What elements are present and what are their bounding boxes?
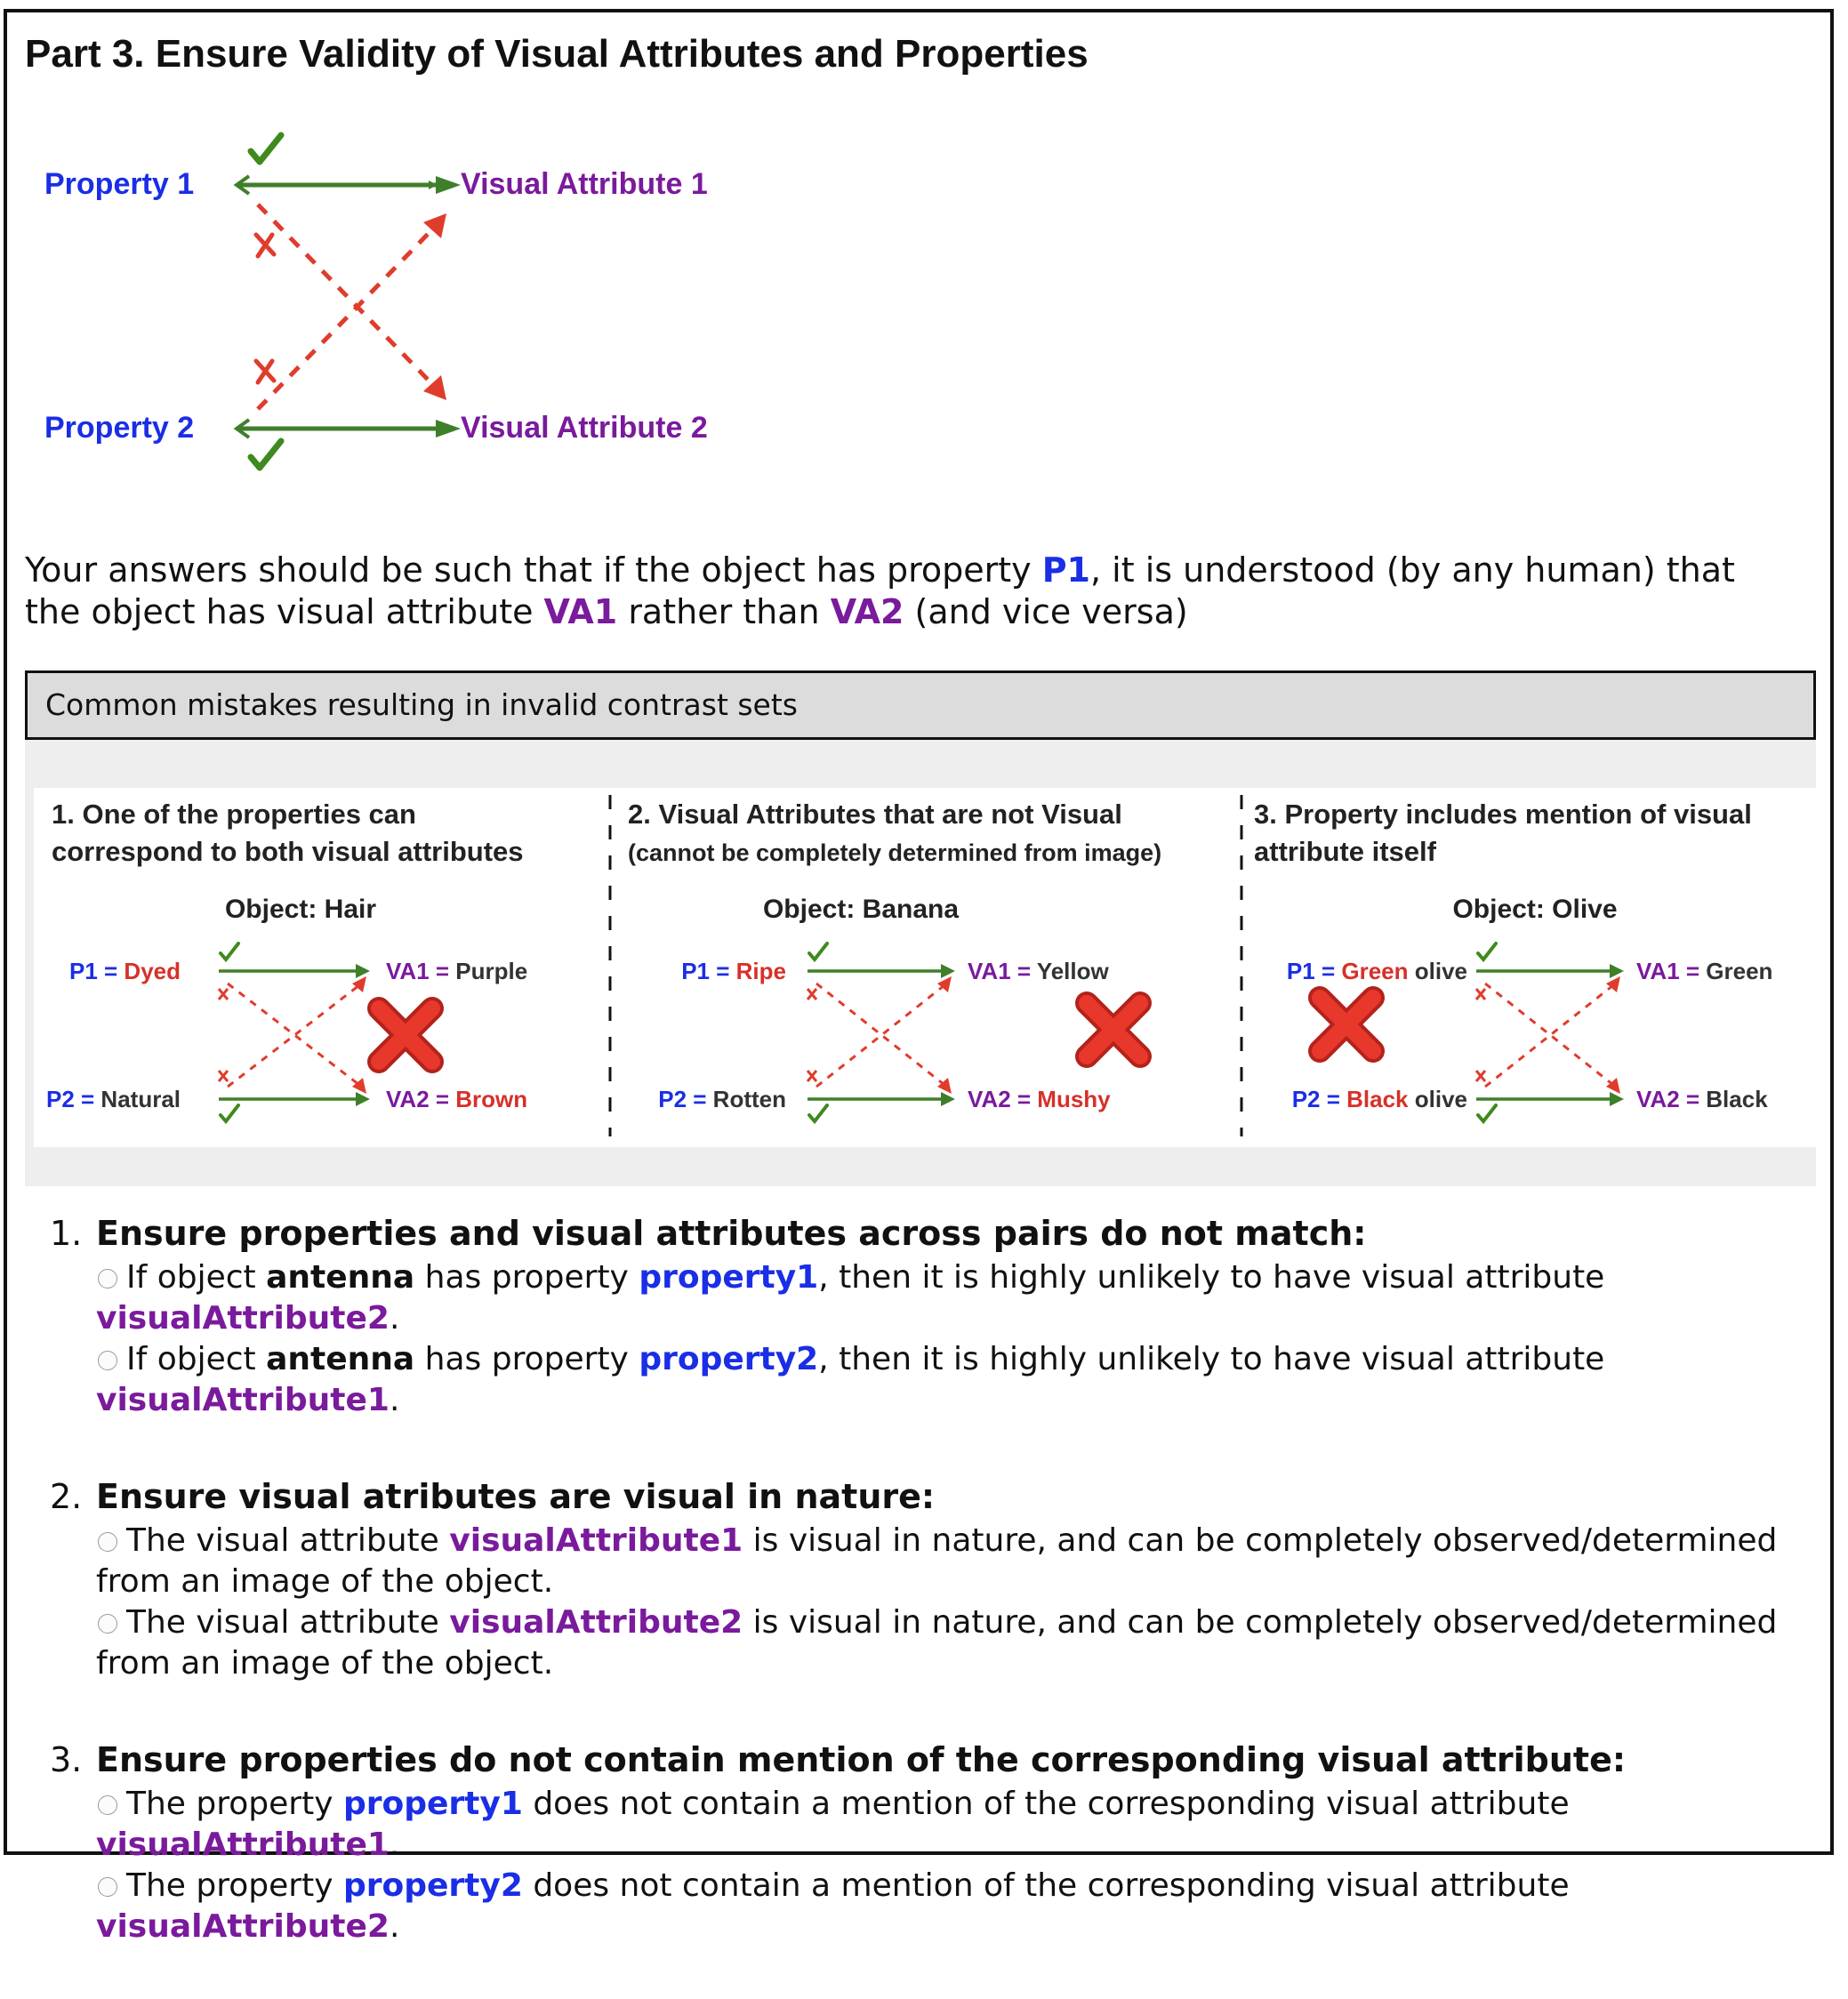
check-section-1 (50, 1209, 1793, 1421)
example-arrow-p1-va2 (1485, 983, 1613, 1085)
property-name: property2 (342, 1867, 523, 1904)
example-arrow-p2-va1 (816, 985, 944, 1087)
cross-icon (256, 361, 274, 382)
section-heading-text: Ensure properties do not contain mention of the corresponding visual attribute: (96, 1740, 1627, 1779)
item-text: . (389, 1826, 400, 1863)
intro-paragraph (25, 550, 1795, 633)
example-heading: (cannot be completely determined from image) (628, 839, 1162, 866)
cross-icon (256, 235, 274, 256)
property-name: property1 (342, 1786, 523, 1822)
item-text: . (389, 1300, 400, 1337)
intro-text: (and vice versa) (904, 592, 1188, 631)
item-text: The property (126, 1786, 343, 1822)
item-text: If object (126, 1259, 267, 1296)
property-name: property1 (639, 1259, 819, 1296)
big-cross-icon (1087, 1003, 1140, 1056)
visual-attribute-name: visualAttribute1 (96, 1826, 390, 1863)
section-number: 1. (50, 1214, 83, 1253)
big-cross-icon (1320, 998, 1373, 1051)
visual-attribute-name: visualAttribute2 (96, 1300, 390, 1337)
item-text: If object (126, 1341, 267, 1377)
example-arrow-p1-va2 (816, 983, 944, 1085)
radio-button[interactable] (98, 1614, 117, 1634)
example-arrowhead (1610, 1092, 1624, 1106)
visual-attribute1-label: Visual Attribute 1 (461, 167, 708, 201)
example-arrowhead (356, 1092, 370, 1106)
check-item[interactable] (50, 1784, 1793, 1866)
arrow-p2-va1 (258, 226, 436, 409)
intro-text: , it is understood (by any human) that the object has visual attribute (25, 550, 1735, 631)
item-text: is visual in nature, and can be completely observed/determined from an image of the object. (96, 1522, 1778, 1600)
intro-text: rather than (617, 592, 831, 631)
check-item[interactable] (50, 1257, 1793, 1339)
example-heading: correspond to both visual attributes (52, 836, 524, 867)
example-p2: P2 = Black olive (1291, 1086, 1467, 1112)
section-heading-text: Ensure visual atributes are visual in nature: (96, 1477, 936, 1516)
check-section-3 (50, 1736, 1793, 1947)
example-p2: P2 = Rotten (658, 1086, 786, 1112)
arrowhead-p2-va2 (436, 420, 461, 438)
property2-label: Property 2 (44, 411, 195, 445)
cross-icon (807, 1071, 816, 1081)
example-va1: VA1 = Yellow (968, 958, 1109, 984)
item-text: . (389, 1382, 400, 1418)
intro-va2: VA2 (830, 592, 904, 631)
example-heading: 1. One of the properties can (52, 799, 416, 830)
example-arrowhead (941, 1092, 955, 1106)
example-va1: VA1 = Green (1636, 958, 1773, 984)
examples-figure (34, 788, 1816, 1147)
check-icon (251, 441, 281, 468)
section-heading-text: Ensure properties and visual attributes across pairs do not match: (96, 1214, 1367, 1253)
radio-button[interactable] (98, 1877, 117, 1897)
item-text: , then it is highly unlikely to have visual attribute (818, 1341, 1605, 1377)
check-section-2 (50, 1473, 1793, 1684)
visual-attribute2-label: Visual Attribute 2 (461, 411, 708, 445)
visual-attribute-name: visualAttribute2 (449, 1604, 743, 1641)
example-object: Object: Banana (762, 895, 960, 924)
check-item[interactable] (50, 1866, 1793, 1947)
example-arrowhead (937, 976, 952, 992)
cross-icon (219, 1071, 228, 1081)
example-p1: P1 = Dyed (68, 958, 181, 984)
example-arrowhead (1610, 964, 1624, 978)
item-text: does not contain a mention of the corresponding visual attribute (522, 1867, 1570, 1904)
cross-icon (1476, 989, 1485, 1000)
item-text: does not contain a mention of the corresponding visual attribute (522, 1786, 1570, 1822)
page-title: Part 3. Ensure Validity of Visual Attributes and Properties (25, 32, 1089, 76)
visual-attribute-name: visualAttribute1 (449, 1522, 743, 1559)
example-va2: VA2 = Mushy (968, 1086, 1111, 1112)
item-text: is visual in nature, and can be completely observed/determined from an image of the object. (96, 1604, 1778, 1682)
visual-attribute-name: visualAttribute1 (96, 1382, 390, 1418)
arrowhead-p1-va1 (436, 176, 461, 194)
check-icon (1478, 1105, 1496, 1121)
example-arrow-p2-va1 (1485, 985, 1613, 1087)
example-heading: 2. Visual Attributes that are not Visual (628, 799, 1122, 830)
example-heading: attribute itself (1254, 836, 1436, 867)
item-text: The visual attribute (126, 1604, 450, 1641)
section-number: 3. (50, 1740, 83, 1779)
check-icon (221, 1105, 238, 1121)
cross-icon (807, 989, 816, 1000)
example-arrowhead (937, 1078, 952, 1094)
check-icon (1478, 943, 1496, 959)
check-section-heading (50, 1473, 1793, 1521)
item-text: The property (126, 1867, 343, 1904)
cross-icon (1476, 1071, 1485, 1081)
main-diagram (36, 124, 765, 480)
example-va1: VA1 = Purple (386, 958, 528, 984)
example-arrowhead (941, 964, 955, 978)
object-name: antenna (266, 1259, 415, 1296)
example-p2: P2 = Natural (45, 1086, 181, 1112)
example-p1: P1 = Green olive (1286, 958, 1467, 984)
item-text: has property (414, 1341, 639, 1377)
example-p1: P1 = Ripe (681, 958, 786, 984)
example-arrow-p2-va1 (228, 985, 359, 1087)
big-cross-icon (379, 1008, 432, 1062)
example-arrowhead (1606, 976, 1620, 992)
cross-icon (219, 989, 228, 1000)
object-name: antenna (266, 1341, 415, 1377)
example-arrowhead (356, 964, 370, 978)
check-section-heading (50, 1736, 1793, 1784)
example-va2: VA2 = Brown (386, 1086, 528, 1112)
check-item[interactable] (50, 1521, 1793, 1602)
example-va2: VA2 = Black (1636, 1086, 1768, 1112)
item-text: has property (414, 1259, 639, 1296)
example-object: Object: Olive (1452, 895, 1618, 924)
property-name: property2 (639, 1341, 819, 1377)
check-icon (251, 135, 281, 162)
example-arrow-p1-va2 (228, 983, 359, 1085)
arrow-p1-va2 (258, 205, 436, 388)
example-arrowhead (1606, 1078, 1620, 1094)
check-item[interactable] (50, 1602, 1793, 1684)
intro-va1: VA1 (543, 592, 618, 631)
radio-button[interactable] (98, 1269, 117, 1289)
property1-label: Property 1 (44, 167, 195, 201)
radio-button[interactable] (98, 1351, 117, 1370)
check-icon (809, 1105, 827, 1121)
item-text: The visual attribute (126, 1522, 450, 1559)
check-icon (809, 943, 827, 959)
item-text: . (389, 1908, 400, 1945)
check-item[interactable] (50, 1339, 1793, 1421)
radio-button[interactable] (98, 1532, 117, 1552)
item-text: , then it is highly unlikely to have visual attribute (818, 1259, 1605, 1296)
check-section-heading (50, 1209, 1793, 1257)
intro-p1: P1 (1041, 550, 1090, 590)
example-heading: 3. Property includes mention of visual (1254, 799, 1752, 830)
visual-attribute-name: visualAttribute2 (96, 1908, 390, 1945)
intro-text: Your answers should be such that if the object has property (25, 550, 1042, 590)
example-object: Object: Hair (224, 895, 377, 924)
radio-button[interactable] (98, 1795, 117, 1815)
section-number: 2. (50, 1477, 83, 1516)
mistakes-header[interactable]: Common mistakes resulting in invalid contrast sets (25, 670, 1816, 740)
check-icon (221, 943, 238, 959)
checklist (50, 1209, 1793, 1999)
